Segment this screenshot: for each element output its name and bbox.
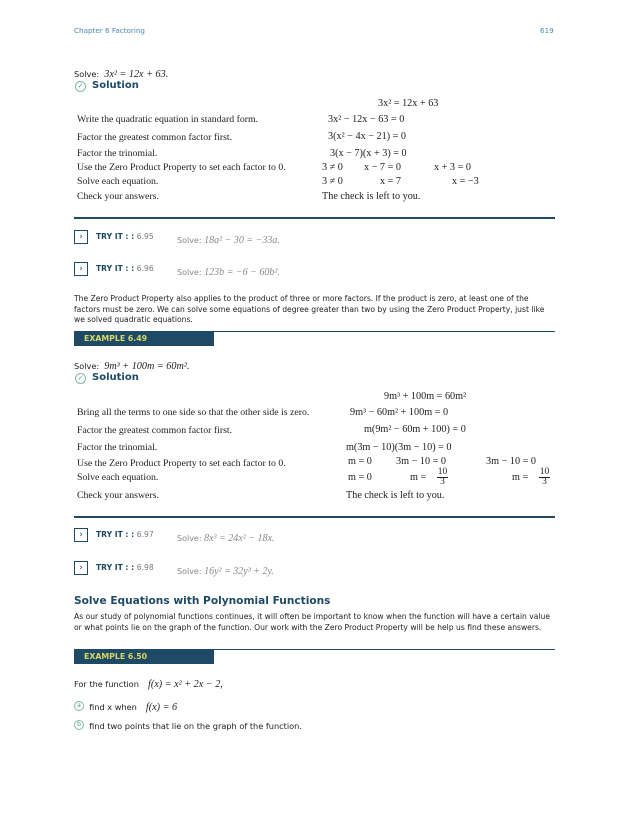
ex2-step5-col2: m = $\frac{10}{3}$ xyxy=(410,467,448,487)
ex1-step5-col2: x = 7 xyxy=(380,176,402,187)
ex1-equation: 3x² = 12x + 63 xyxy=(378,98,439,109)
ex2-prompt xyxy=(74,354,189,373)
ex1-prompt xyxy=(74,62,168,81)
ex1-step4-label: Use the Zero Product Property to set each factor to 0. xyxy=(77,162,286,173)
ex1-step4-col3: x + 3 = 0 xyxy=(434,162,471,173)
ex1-step4-col2: x − 7 = 0 xyxy=(364,162,401,173)
example-rule xyxy=(214,649,555,650)
ex2-step3-math: m(3m − 10)(3m − 10) = 0 xyxy=(346,442,452,453)
ex3-part-b xyxy=(74,714,302,733)
part-a-math: f(x) = 6 xyxy=(145,702,178,713)
try-it-number: 6.96 xyxy=(136,264,154,273)
part-a-marker: a xyxy=(74,701,84,711)
try-it-solve-label: Solve: xyxy=(177,534,202,543)
chevron-right-icon[interactable]: › xyxy=(74,561,88,575)
zero-product-paragraph: The Zero Product Property also applies to the product of three or more factors. If the product is zero, at least one of the factors must be zero. We can solve some equations of degree greater than two by using the Zero Product Property, just like we solved quadratic equations. xyxy=(74,294,545,324)
ex2-solution-title: Solution xyxy=(92,372,139,383)
ex1-prompt-label: Solve: xyxy=(74,69,100,79)
chapter-header: Chapter 6 Factoring xyxy=(74,26,145,35)
ex2-prompt-label: Solve: xyxy=(74,361,100,371)
example-badge: EXAMPLE 6.50 xyxy=(74,649,214,664)
try-it-label: TRY IT : : xyxy=(96,232,135,241)
ex1-prompt-math: 3x² = 12x + 63. xyxy=(104,69,169,80)
ex2-step4-label: Use the Zero Product Property to set each factor to 0. xyxy=(77,458,286,469)
ex1-step1-math: 3x² − 12x − 63 = 0 xyxy=(328,114,405,125)
try-it-solve-label: Solve: xyxy=(177,236,202,245)
try-it-label: TRY IT : : xyxy=(96,530,135,539)
try-it-problem: 18a² − 30 = −33a. xyxy=(204,235,280,246)
ex2-step2-math: m(9m² − 60m + 100) = 0 xyxy=(364,424,466,435)
ex3-intro xyxy=(74,672,223,691)
ex2-step1-label: Bring all the terms to one side so that the other side is zero. xyxy=(77,407,310,418)
ex1-step2-label: Factor the greatest common factor first. xyxy=(77,132,233,143)
ex1-step5-col1: 3 ≠ 0 xyxy=(322,176,343,187)
ex1-step6-label: Check your answers. xyxy=(77,191,159,202)
try-it-problem: 123b = −6 − 60b². xyxy=(204,267,280,278)
part-b-marker: b xyxy=(74,720,84,730)
try-it-number: 6.97 xyxy=(136,530,154,539)
page-number: 619 xyxy=(540,26,554,35)
try-it-problem: 8x³ = 24x² − 18x. xyxy=(204,533,275,544)
try-it-solve-label: Solve: xyxy=(177,567,202,576)
ex3-intro-text: For the function xyxy=(74,679,139,689)
example-badge: EXAMPLE 6.49 xyxy=(74,331,214,346)
ex2-step6-math: The check is left to you. xyxy=(346,490,445,501)
ex2-step5-col1: m = 0 xyxy=(348,472,372,483)
ex2-step3-label: Factor the trinomial. xyxy=(77,442,158,453)
try-it-problem: 16y² = 32y³ + 2y. xyxy=(204,566,274,577)
chevron-right-icon[interactable]: › xyxy=(74,262,88,276)
ex1-step2-math: 3(x² − 4x − 21) = 0 xyxy=(328,131,407,142)
ex3-part-a xyxy=(74,695,177,714)
try-it-solve-label: Solve: xyxy=(177,268,202,277)
ex3-function: f(x) = x² + 2x − 2, xyxy=(147,679,223,690)
ex2-step1-math: 9m³ − 60m² + 100m = 0 xyxy=(350,407,449,418)
ex1-solution-title: Solution xyxy=(92,80,139,91)
chevron-right-icon[interactable]: › xyxy=(74,528,88,542)
ex2-equation: 9m³ + 100m = 60m² xyxy=(384,391,467,402)
ex2-step6-label: Check your answers. xyxy=(77,490,159,501)
section-divider xyxy=(74,217,555,219)
ex1-step5-col3: x = −3 xyxy=(452,176,479,187)
try-it-label: TRY IT : : xyxy=(96,264,135,273)
try-it-6-95[interactable] xyxy=(74,230,555,244)
ex2-prompt-math: 9m³ + 100m = 60m². xyxy=(104,361,190,372)
part-b-text: find two points that lie on the graph of the function. xyxy=(89,721,302,731)
ex2-step4-col2: 3m − 10 = 0 xyxy=(396,456,446,467)
ex2-step5-col3: m = $\frac{10}{3}$ xyxy=(512,467,550,487)
solution-check-icon: ✓ xyxy=(75,373,86,384)
example-rule xyxy=(214,331,555,332)
ex1-step6-math: The check is left to you. xyxy=(322,191,421,202)
ex2-step4-col3: 3m − 10 = 0 xyxy=(486,456,536,467)
solution-check-icon: ✓ xyxy=(75,81,86,92)
ex1-step3-label: Factor the trinomial. xyxy=(77,148,158,159)
try-it-label: TRY IT : : xyxy=(96,563,135,572)
section-paragraph: As our study of polynomial functions continues, it will often be important to know when the function will have a certain value or what points lie on the graph of the function. Our work with the Zero Product Property will be help us find these answers. xyxy=(74,612,551,632)
try-it-6-98[interactable] xyxy=(74,561,555,575)
try-it-number: 6.98 xyxy=(136,563,154,572)
ex1-step4-col1: 3 ≠ 0 xyxy=(322,162,343,173)
part-a-text: find x when xyxy=(89,702,137,712)
chevron-right-icon[interactable]: › xyxy=(74,230,88,244)
ex1-step3-math: 3(x − 7)(x + 3) = 0 xyxy=(330,148,407,159)
try-it-6-96[interactable] xyxy=(74,262,555,276)
section-divider xyxy=(74,516,555,518)
ex2-step4-col1: m = 0 xyxy=(348,456,372,467)
try-it-number: 6.95 xyxy=(136,232,154,241)
ex1-step5-label: Solve each equation. xyxy=(77,176,159,187)
section-title: Solve Equations with Polynomial Functions xyxy=(74,595,331,607)
ex1-step1-label: Write the quadratic equation in standard form. xyxy=(77,114,259,125)
ex2-step2-label: Factor the greatest common factor first. xyxy=(77,425,233,436)
try-it-6-97[interactable] xyxy=(74,528,555,542)
ex2-step5-label: Solve each equation. xyxy=(77,472,159,483)
